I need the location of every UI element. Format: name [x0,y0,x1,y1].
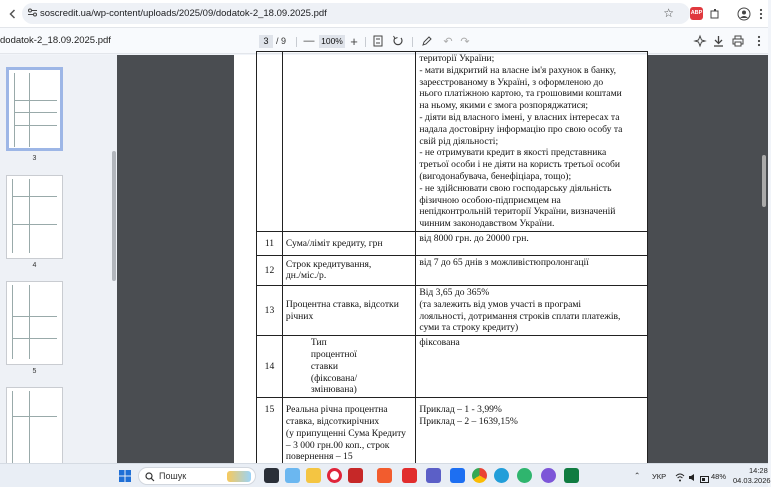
row-label [282,231,415,255]
page-number-input[interactable]: 3 [259,35,273,48]
text-line: - не отримувати кредит в якості представника [419,147,607,159]
thumb-line [12,196,57,197]
thumb-line [14,112,57,113]
thumbnail-page-number: 4 [32,262,37,269]
document-viewer [117,55,768,463]
profile-avatar-icon[interactable] [735,5,752,22]
wifi-icon[interactable] [675,471,685,485]
text-line: нього платіжною картою, та грошовими коштами [419,88,622,100]
thumb-line [14,73,15,147]
language-indicator[interactable]: УКР [652,472,667,481]
thumb-line [12,285,13,359]
thumbnail-sidebar [0,55,117,463]
clock-date[interactable]: 04.03.2026 [733,476,771,485]
text-line: на ньому, якими є змога розпоряджатися; [419,100,589,112]
task-view-icon[interactable] [264,468,279,483]
row-value [416,52,648,232]
text-line: третьої особи і не діяти на користь третьої особи [419,159,620,171]
volume-icon[interactable] [688,471,698,485]
text-line: території України; [419,53,495,64]
text-line: Процентна ставка, відсотки [285,298,399,310]
text-block [311,337,412,396]
text-line: Приклад – 2 – 1639,15% [419,415,518,427]
row-value [416,285,648,335]
row-number: 14 [257,336,283,398]
sidebar-scrollbar[interactable] [112,151,116,281]
zoom-out-button[interactable]: — [303,35,315,47]
url-text: soscredit.ua/wp-content/uploads/2025/09/dodatok-2_18.09.2025.pdf [40,8,327,19]
menu-kebab-icon[interactable] [752,5,769,22]
table-row [257,285,648,335]
viber-icon[interactable] [541,468,556,483]
url-field[interactable] [22,3,690,24]
rotate-icon[interactable] [391,34,405,48]
thumb-line [29,391,30,465]
thumb-line [29,179,30,253]
download-icon[interactable] [711,34,725,48]
text-line: Тип [310,337,327,349]
text-line: Від 3,65 до 365% [419,286,490,298]
row-label [282,285,415,335]
text-line: фізичною особою-підприємцем на [419,194,561,206]
cad-app-icon[interactable] [348,468,363,483]
undo-icon[interactable]: ↶ [443,35,453,48]
row-number: 12 [257,255,283,285]
text-line: суми та строку кредиту) [419,322,519,334]
text-line: процентної [310,348,357,360]
text-line: Строк кредитування, [285,258,372,270]
clock-time[interactable]: 14:28 [749,466,768,475]
thumb-line [29,285,30,359]
requirements-text [419,53,644,230]
text-line: Сума/ліміт кредиту, грн [285,237,383,249]
divider [296,37,297,47]
text-line: Реальна річна процентна [285,404,388,416]
weather-widget-icon[interactable] [285,468,300,483]
row-value [416,231,648,255]
row-number [257,52,283,232]
thumb-line [29,73,30,147]
text-block [419,233,644,245]
text-line: Приклад – 1 - 3,99% [419,404,502,416]
row-value [416,255,648,285]
text-block [419,337,644,349]
page-thumbnail[interactable] [6,175,63,259]
text-line: непідконтрольній території України, визначеній [419,206,616,218]
page-thumbnail[interactable] [6,387,63,471]
ai-assist-icon[interactable] [693,34,707,48]
thumb-line [12,224,57,225]
l-app-icon[interactable] [402,468,417,483]
document-scrollbar[interactable] [762,155,766,207]
site-settings-icon[interactable] [27,7,38,18]
thumb-line [12,416,57,417]
text-line: ставка, відсоткирічних [285,415,380,427]
adblock-badge: ABP [690,7,703,20]
store-icon[interactable] [377,468,392,483]
text-line: річних [285,310,314,322]
text-block [419,257,644,269]
bookmark-star-icon[interactable]: ☆ [663,6,674,20]
text-line: від 8000 грн. до 20000 грн. [419,232,529,244]
file-explorer-icon[interactable] [306,468,321,483]
browser-address-bar [0,0,768,28]
text-block [419,404,644,428]
page-thumbnail[interactable] [6,281,63,365]
print-icon[interactable] [731,34,745,48]
thumb-line [12,391,13,465]
page-thumbnail[interactable] [6,67,63,151]
table-row [257,255,648,285]
text-line: надала достовірну інформацію про свою особу та [419,123,623,135]
thumb-line [12,338,57,339]
table-row [257,52,648,232]
text-block [419,287,644,334]
zoom-in-button[interactable]: + [350,33,358,49]
search-placeholder: Пошук [159,471,187,481]
thumb-line [14,125,57,126]
row-number: 13 [257,285,283,335]
extensions-icon[interactable] [706,5,723,22]
text-line: (фіксована/ [310,372,358,384]
row-label [282,255,415,285]
redo-icon[interactable]: ↷ [460,35,470,48]
opera-browser-icon[interactable] [327,468,342,483]
zoom-level-input[interactable]: 100% [319,35,345,48]
text-line: чинним законодавством України. [419,218,555,230]
adblock-extension-icon[interactable] [688,5,705,22]
excel-icon[interactable] [564,468,579,483]
table-row [257,336,648,398]
back-icon[interactable] [4,5,22,23]
search-highlight-icon [227,471,251,482]
teams-icon[interactable] [426,468,441,483]
telegram-icon[interactable] [494,468,509,483]
row-number: 11 [257,231,283,255]
text-block [286,299,412,323]
text-line: - діяти від власного імені, у власних інтересах та [419,111,620,123]
table-row [257,231,648,255]
thumb-line [12,179,13,253]
page-total: / 9 [276,36,287,46]
thumbnail-page-number: 3 [32,155,37,162]
text-line: (у припущенні Сума Кредиту [285,427,406,439]
pdf-title: dodatok-2_18.09.2025.pdf [0,35,111,46]
windows-start-icon[interactable] [119,470,131,482]
divider [365,37,366,47]
text-line: - не здійснювати свою господарську діяльність [419,182,612,194]
text-line: (вигодонабувача, бенефіціара, тощо); [419,170,572,182]
credit-terms-table [256,51,648,477]
divider [412,37,413,47]
row-number: 15 [257,398,283,477]
text-line: від 7 до 65 днів з можливістюпролонгації [419,256,589,268]
battery-icon[interactable] [700,472,710,486]
thumb-line [14,100,57,101]
row-label [282,336,415,398]
text-line: – 3 000 грн.00 коп., строк [285,439,390,451]
row-value [416,336,648,398]
row-label [282,52,415,232]
annotate-pen-icon[interactable] [420,34,434,48]
chat-app-icon[interactable] [517,468,532,483]
text-line: свій рід діяльності; [419,135,499,147]
pdf-page [234,55,648,475]
thumbnail-page-number: 5 [32,368,37,375]
text-line: фіксована [419,337,460,349]
thumb-line [12,316,57,317]
dropbox-icon[interactable] [450,468,465,483]
text-block [286,238,412,250]
search-icon [145,471,155,485]
text-line: - мати відкритий на власне ім'я рахунок в банку, [419,64,616,76]
fit-page-icon[interactable] [371,34,385,48]
text-line: повернення – 15 [285,451,353,463]
text-line: лояльності, дотримання строків сплати платежів, [419,310,621,322]
text-line: змінювана) [310,384,357,396]
more-options-icon[interactable] [752,34,766,48]
text-line: зареєстрованому в Україні, з оформленою до [419,76,604,88]
text-line: дн./міс./р. [285,270,327,282]
chrome-icon[interactable] [472,468,487,483]
text-line: (та залежить від умов участі в програмі [419,298,582,310]
taskbar-search[interactable] [138,467,256,485]
text-block [286,259,412,283]
battery-percent: 48% [711,472,727,481]
text-line: ставки [310,360,339,372]
windows-taskbar [0,463,771,487]
tray-chevron-icon[interactable]: ⌃ [634,471,641,480]
